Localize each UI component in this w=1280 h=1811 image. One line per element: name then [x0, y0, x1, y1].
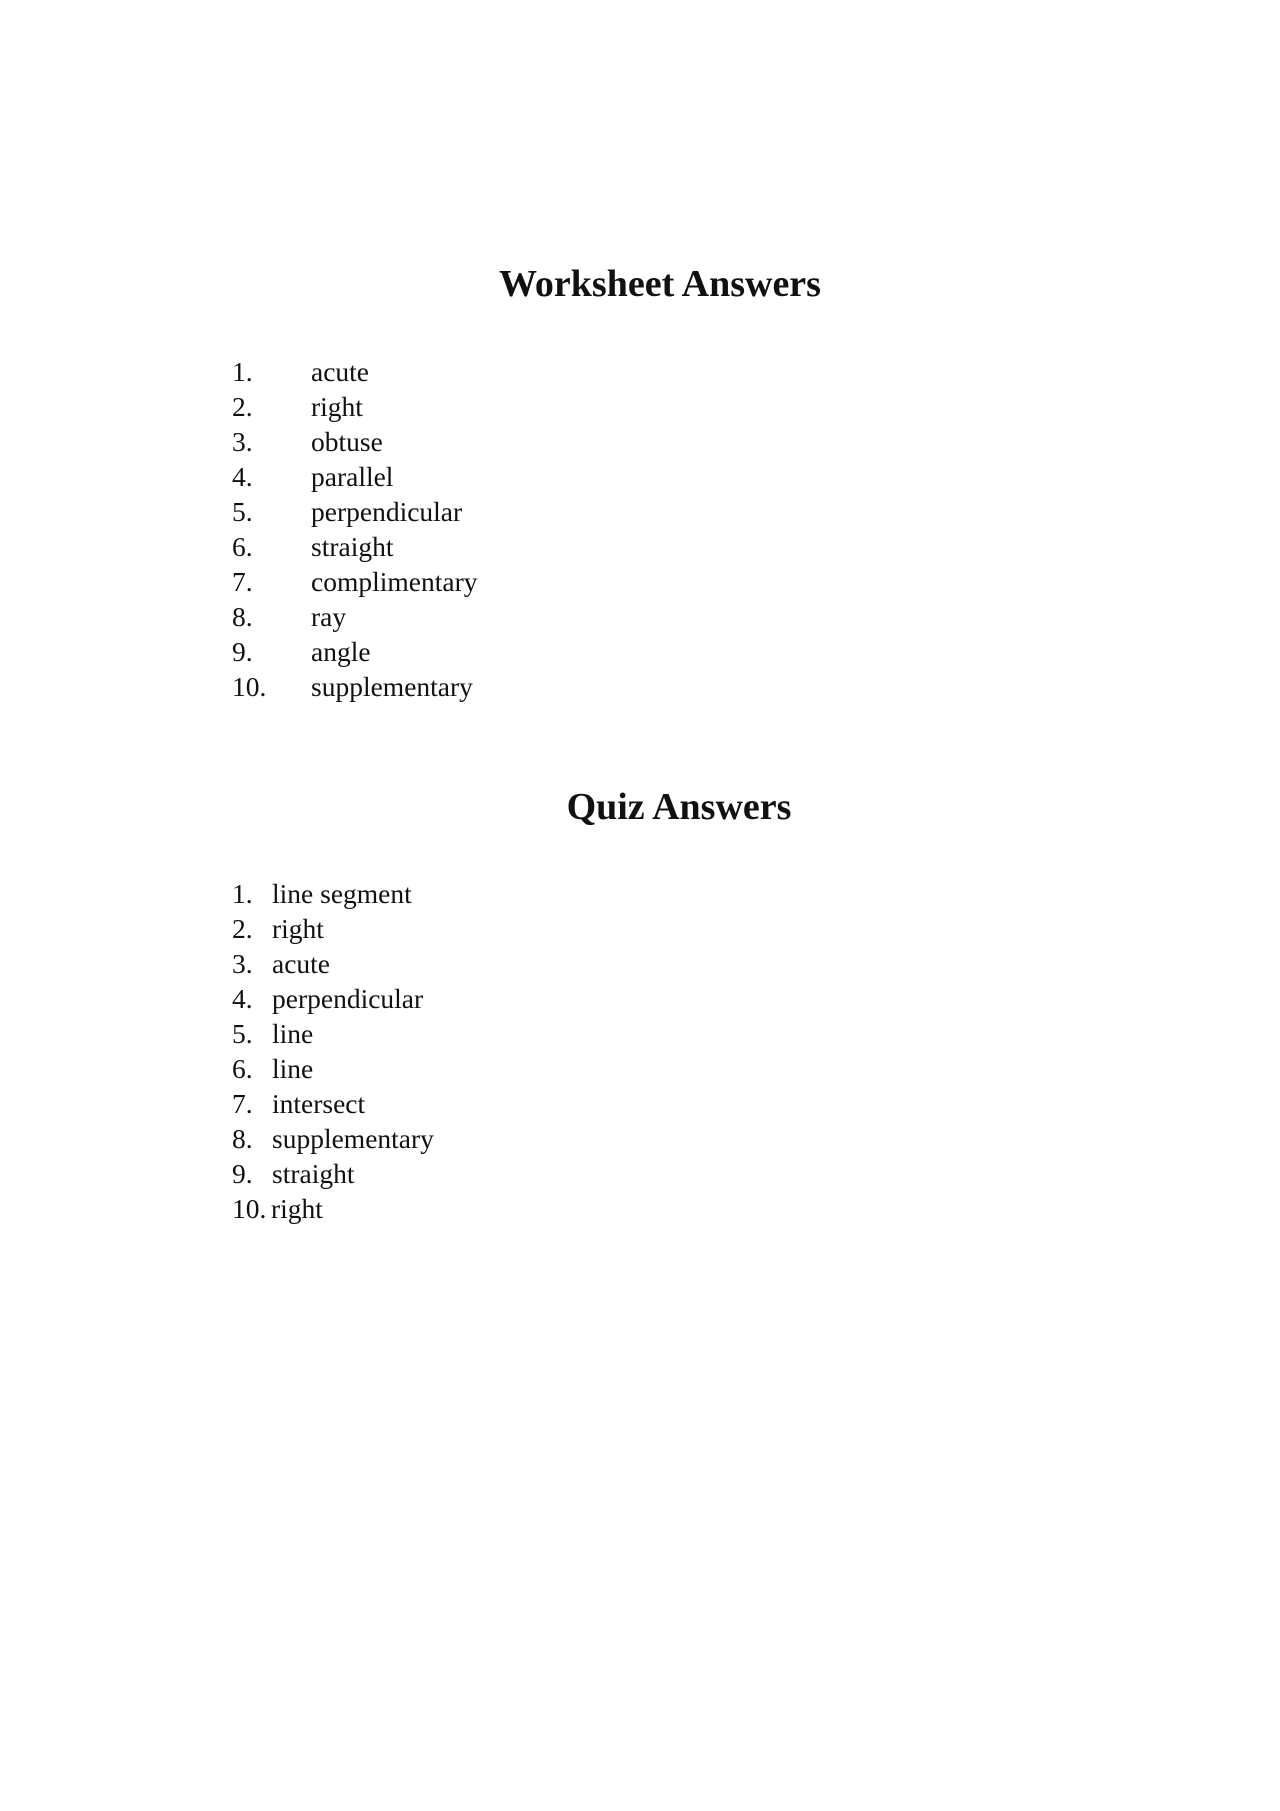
list-item	[232, 599, 732, 634]
list-item	[232, 669, 732, 704]
list-item	[232, 1121, 732, 1156]
item-number: 4.	[232, 461, 253, 492]
list-item	[232, 911, 732, 946]
item-number: 2.	[232, 391, 253, 422]
item-number: 8.	[232, 1123, 253, 1154]
item-number: 9.	[232, 636, 253, 667]
item-number: 5.	[232, 496, 253, 527]
list-item	[232, 1016, 732, 1051]
quiz-answers-heading: Quiz Answers	[566, 786, 792, 828]
item-answer: acute	[311, 356, 370, 387]
item-answer: straight	[272, 1158, 355, 1189]
list-item	[232, 1051, 732, 1086]
item-answer: right	[271, 1193, 323, 1224]
list-item	[232, 946, 732, 981]
list-item	[232, 1086, 732, 1121]
item-answer: line	[272, 1018, 314, 1049]
item-number: 5.	[232, 1018, 253, 1049]
item-answer: line segment	[272, 878, 412, 909]
item-number: 1.	[232, 356, 253, 387]
item-answer: line	[272, 1053, 314, 1084]
list-item	[232, 354, 732, 389]
worksheet-answer-list	[232, 354, 732, 704]
list-item	[232, 1156, 732, 1191]
item-number: 3.	[232, 426, 253, 457]
item-number: 8.	[232, 601, 253, 632]
item-number: 7.	[232, 566, 253, 597]
item-number: 6.	[232, 1053, 253, 1084]
list-item	[232, 1191, 732, 1226]
item-answer: intersect	[272, 1088, 366, 1119]
list-item	[232, 981, 732, 1016]
item-number: 1.	[232, 878, 253, 909]
item-answer: obtuse	[311, 426, 383, 457]
item-answer: complimentary	[311, 566, 478, 597]
list-item	[232, 634, 732, 669]
list-item	[232, 529, 732, 564]
item-answer: acute	[272, 948, 331, 979]
item-answer: perpendicular	[272, 983, 424, 1014]
item-answer: supplementary	[272, 1123, 434, 1154]
item-answer: straight	[311, 531, 394, 562]
item-answer: right	[311, 391, 363, 422]
item-number: 6.	[232, 531, 253, 562]
item-answer: angle	[311, 636, 371, 667]
item-number: 9.	[232, 1158, 253, 1189]
item-number: 10.	[232, 671, 267, 702]
item-answer: supplementary	[311, 671, 473, 702]
item-answer: right	[272, 913, 324, 944]
item-answer: perpendicular	[311, 496, 463, 527]
list-item	[232, 494, 732, 529]
worksheet-answers-heading: Worksheet Answers	[499, 263, 821, 305]
list-item	[232, 459, 732, 494]
item-answer: ray	[311, 601, 347, 632]
item-number: 4.	[232, 983, 253, 1014]
list-item	[232, 424, 732, 459]
item-number: 7.	[232, 1088, 253, 1119]
list-item	[232, 389, 732, 424]
list-item	[232, 564, 732, 599]
item-number: 10.	[232, 1193, 267, 1224]
item-number: 3.	[232, 948, 253, 979]
list-item	[232, 876, 732, 911]
item-answer: parallel	[311, 461, 394, 492]
item-number: 2.	[232, 913, 253, 944]
quiz-answer-list	[232, 876, 732, 1226]
